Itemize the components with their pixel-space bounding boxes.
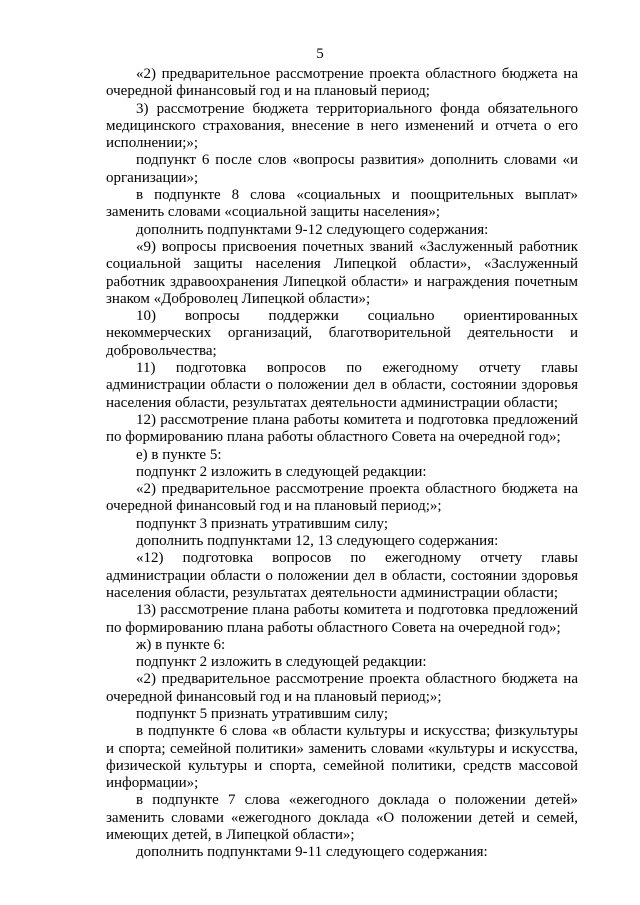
paragraph: «2) предварительное рассмотрение проекта областного бюджета на очередной финансовый год и на плановый период;»;: [106, 671, 578, 705]
paragraph: в подпункте 8 слова «социальных и поощрительных выплат» заменить словами «социальной защиты населения»;: [106, 187, 578, 221]
paragraph: дополнить подпунктами 9-12 следующего содержания:: [136, 221, 489, 238]
paragraph: дополнить подпунктами 9-11 следующего содержания:: [136, 844, 488, 861]
paragraph: 12) рассмотрение плана работы комитета и подготовка предложений по формированию плана работы областного Совета на очередной год»;: [106, 411, 578, 446]
paragraph: 13) рассмотрение плана работы комитета и подготовка предложений по формированию плана работы областного Совета на очередной год»;: [106, 602, 578, 636]
paragraph: подпункт 6 после слов «вопросы развития» дополнить словами «и организации»;: [106, 152, 578, 186]
paragraph: 10) вопросы поддержки социально ориентированных некоммерческих организаций, благотворительной деятельности и добровольчества;: [106, 308, 578, 359]
page-number: 5: [316, 46, 324, 62]
paragraph: ж) в пункте 6:: [136, 636, 226, 653]
paragraph: 11) подготовка вопросов по ежегодному отчету главы администрации области о положении дел в области, состоянии здоровья населения области, результатах деятельности администрации области;: [106, 360, 578, 411]
paragraph: е) в пункте 5:: [136, 446, 222, 463]
paragraph: подпункт 5 признать утратившим силу;: [136, 705, 388, 722]
paragraph: «9) вопросы присвоения почетных званий «Заслуженный работник социальной защиты населения Липецкой области», «Заслуженный работник здравоохранения Липецкой области» и награждения почетным знаком «Доброволец Липецкой области»;: [106, 238, 578, 307]
paragraph: «2) предварительное рассмотрение проекта областного бюджета на очередной финансовый год и на плановый период;»;: [106, 481, 578, 515]
paragraph: в подпункте 6 слова «в области культуры и искусства; физкультуры и спорта; семейной политики» заменить словами «культуры и искусства, физической культуры и спорта, семейной политики, средств массовой информации»;: [106, 723, 578, 792]
paragraph: «12) подготовка вопросов по ежегодному отчету главы администрации области о положении дел в области, состоянии здоровья населения области, результатах деятельности администрации области;: [106, 550, 578, 601]
paragraph: подпункт 2 изложить в следующей редакции:: [136, 463, 427, 480]
paragraph: подпункт 2 изложить в следующей редакции:: [136, 654, 427, 671]
paragraph: подпункт 3 признать утратившим силу;: [136, 515, 388, 532]
paragraph: «2) предварительное рассмотрение проекта областного бюджета на очередной финансовый год и на плановый период;: [106, 66, 578, 100]
paragraph: в подпункте 7 слова «ежегодного доклада о положении детей» заменить словами «ежегодного доклада «О положении детей и семей, имеющих детей, в Липецкой области»;: [106, 792, 578, 844]
paragraph: дополнить подпунктами 12, 13 следующего содержания:: [136, 533, 499, 550]
paragraph: 3) рассмотрение бюджета территориального фонда обязательного медицинского страхования, внесение в него изменений и отчета о его исполнении;»;: [106, 100, 578, 152]
document-body: [106, 66, 578, 862]
